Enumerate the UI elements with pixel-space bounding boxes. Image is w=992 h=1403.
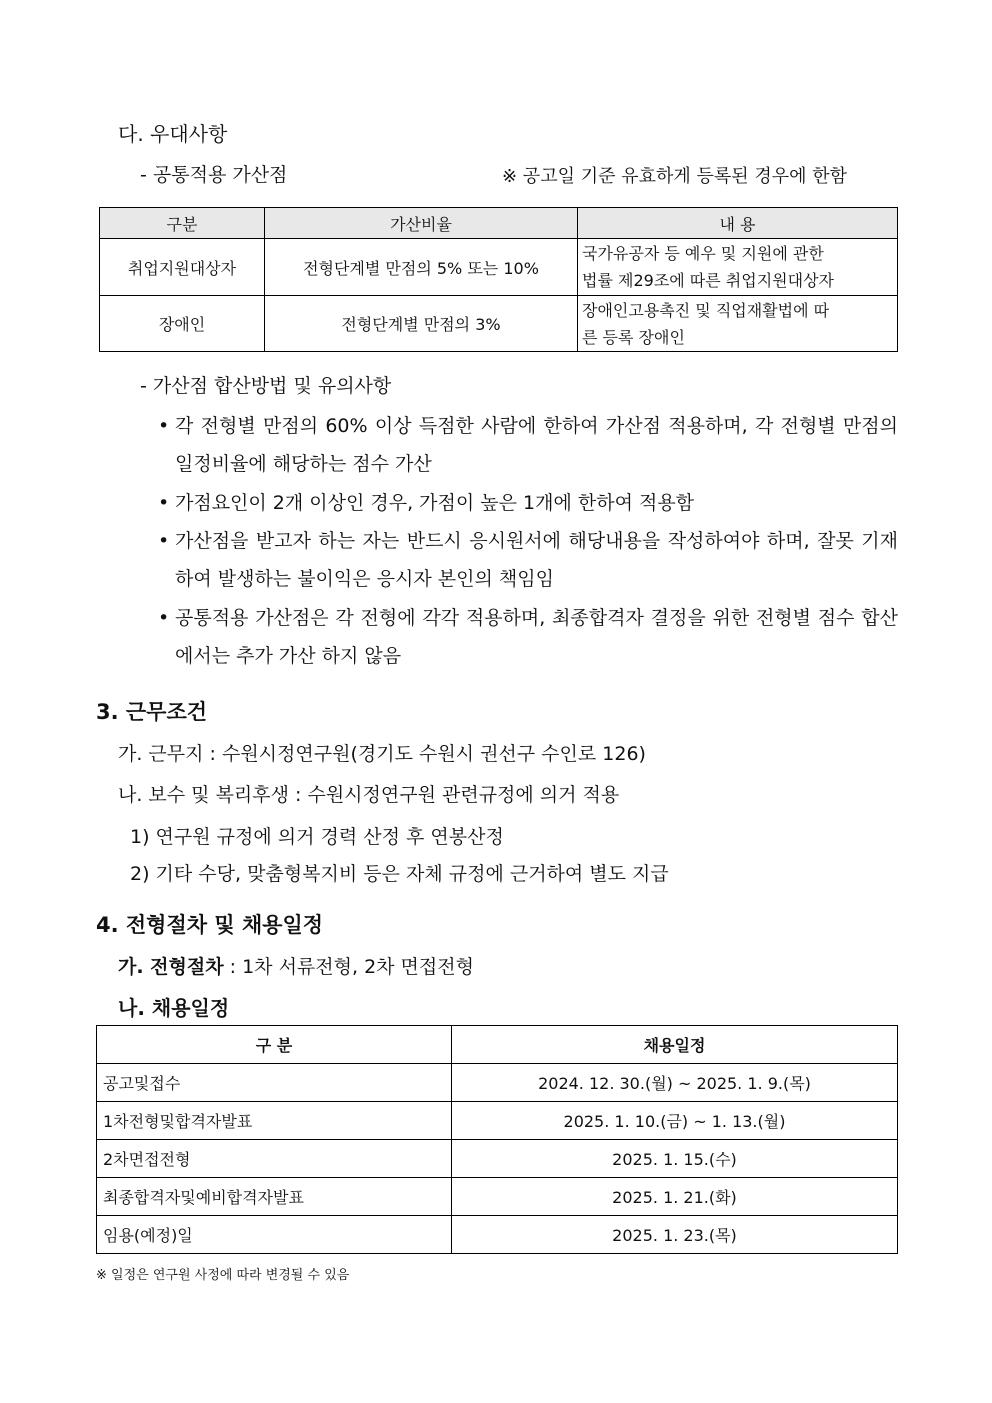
header-date: 채용일정 [452,1026,898,1064]
table-row [100,239,898,296]
workplace-line: 가. 근무지 : 수원시정연구원(경기도 수원시 권선구 수인로 126) [118,743,646,765]
row-content-line: 법률 제29조에 따른 취업지원대상자 [582,271,835,290]
header-category: 구분 [100,208,265,239]
table-row [97,1178,898,1216]
bullet: • [158,530,170,552]
row-category: 장애인 [100,296,265,352]
schedule-item: 임용(예정)일 [97,1216,452,1254]
pay-item: 1) 연구원 규정에 의거 경력 산정 후 연봉산정 [130,826,504,848]
list-item-text: 공통적용 가산점은 각 전형에 각각 적용하며, 최종합격자 결정을 위한 전형별 점수 합산에서는 추가 가산 하지 않음 [175,607,898,667]
bonus-table-header [100,208,898,239]
list-item [158,484,898,522]
row-rate: 전형단계별 만점의 3% [265,296,578,352]
row-content [578,296,898,352]
table-row [97,1102,898,1140]
table-row [97,1216,898,1254]
schedule-heading: 나. 채용일정 [118,996,230,1020]
schedule-item: 최종합격자및예비합격자발표 [97,1178,452,1216]
pay-item: 2) 기타 수당, 맞춤형복지비 등은 자체 규정에 근거하여 별도 지급 [130,863,669,885]
bonus-method-label: - 가산점 합산방법 및 유의사항 [140,375,392,397]
list-item [158,407,898,483]
row-rate: 전형단계별 만점의 5% 또는 10% [265,239,578,296]
list-item-text: 각 전형별 만점의 60% 이상 득점한 사람에 한하여 가산점 적용하며, 각 전형별 만점의 일정비율에 해당하는 점수 가산 [175,415,898,475]
table-row [97,1140,898,1178]
header-rate: 가산비율 [265,208,578,239]
row-content [578,239,898,296]
footnote: ※ 일정은 연구원 사정에 따라 변경될 수 있음 [96,1268,350,1283]
schedule-item: 2차면접전형 [97,1140,452,1178]
table-row [100,296,898,352]
pay-line: 나. 보수 및 복리후생 : 수원시정연구원 관련규정에 의거 적용 [118,784,620,806]
header-content: 내 용 [578,208,898,239]
row-category: 취업지원대상자 [100,239,265,296]
list-item-text: 가산점을 받고자 하는 자는 반드시 응시원서에 해당내용을 작성하여야 하며, 잘못 기재하여 발생하는 불이익은 응시자 본인의 책임임 [175,530,898,590]
schedule-date: 2025. 1. 21.(화) [452,1178,898,1216]
schedule-item: 1차전형및합격자발표 [97,1102,452,1140]
validity-note: ※ 공고일 기준 유효하게 등록된 경우에 한함 [502,166,848,187]
schedule-table [96,1025,898,1254]
bullet: • [158,415,170,437]
section-da-heading: 다. 우대사항 [118,122,228,146]
section4-heading: 4. 전형절차 및 채용일정 [96,913,324,937]
table-row [97,1064,898,1102]
list-item-text: 가점요인이 2개 이상인 경우, 가점이 높은 1개에 한하여 적용함 [175,492,695,514]
header-item: 구 분 [97,1026,452,1064]
process-value: : 1차 서류전형, 2차 면접전형 [223,956,474,978]
bonus-table [99,207,898,352]
list-item [158,522,898,598]
row-content-line: 른 등록 장애인 [582,327,685,347]
row-content-line: 국가유공자 등 예우 및 지원에 관한 [582,244,824,263]
schedule-date: 2025. 1. 10.(금) ~ 1. 13.(월) [452,1102,898,1140]
schedule-item: 공고및접수 [97,1064,452,1102]
schedule-date: 2024. 12. 30.(월) ~ 2025. 1. 9.(목) [452,1064,898,1102]
bullet: • [158,607,170,629]
common-bonus-label: - 공통적용 가산점 [140,164,288,186]
schedule-table-header [97,1026,898,1064]
schedule-date: 2025. 1. 15.(수) [452,1140,898,1178]
process-label: 가. 전형절차 [118,956,224,978]
schedule-date: 2025. 1. 23.(목) [452,1216,898,1254]
section3-heading: 3. 근무조건 [96,700,208,724]
list-item [158,599,898,675]
process-line [118,952,474,979]
row-content-line: 장애인고용촉진 및 직업재활법에 따 [582,300,830,320]
bullet: • [158,492,170,514]
